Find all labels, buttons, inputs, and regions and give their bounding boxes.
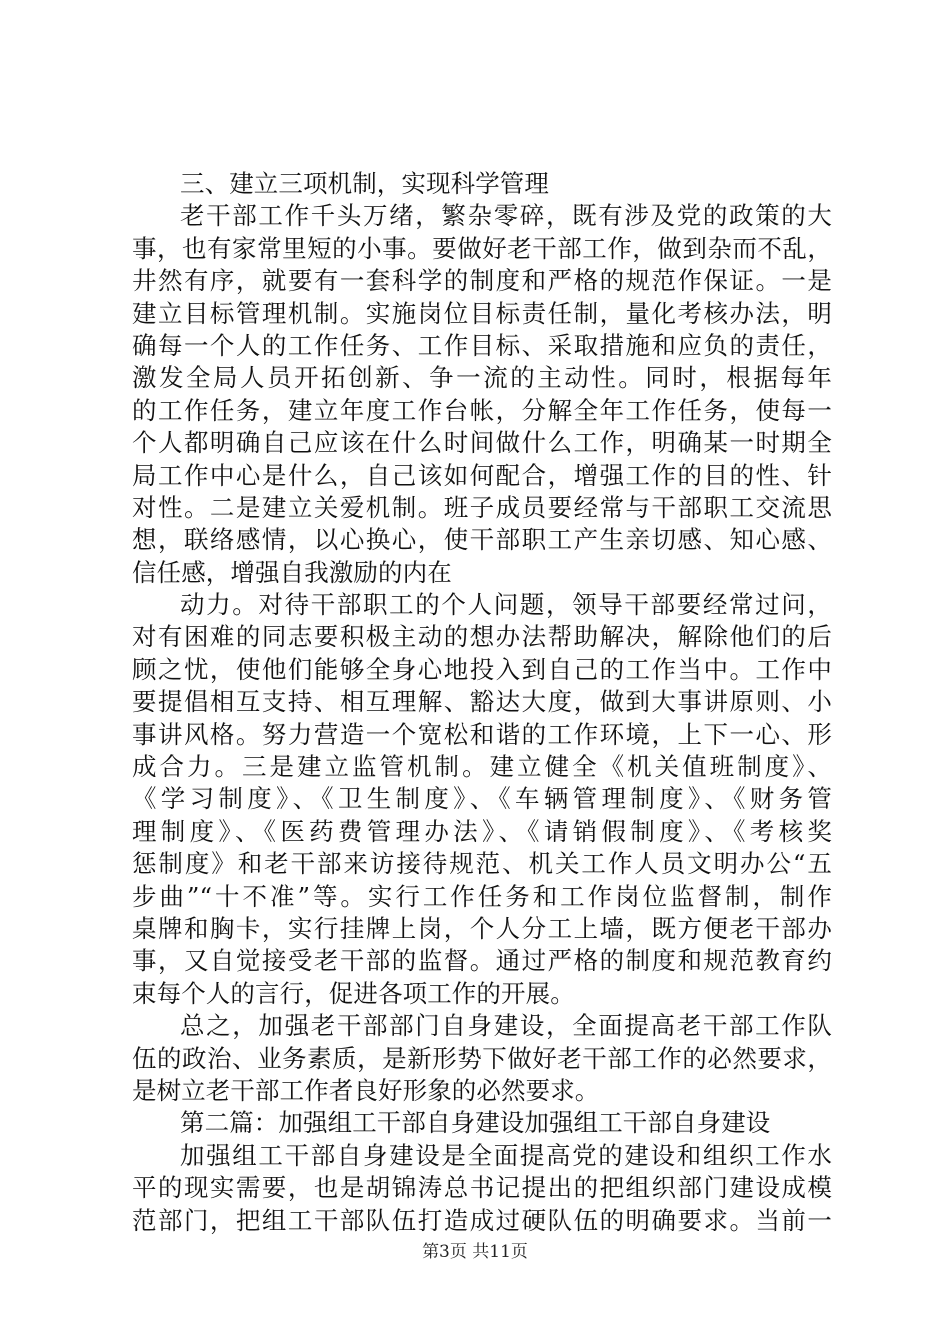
text-line: 激发全局人员开拓创新、争一流的主动性。同时，根据每年 bbox=[132, 363, 832, 393]
text-line: 惩制度》和老干部来访接待规范、机关工作人员文明办公“五 bbox=[132, 849, 832, 879]
text-line: 顾之忧，使他们能够全身心地投入到自己的工作当中。工作中 bbox=[132, 654, 832, 684]
text-line: 信任感，增强自我激励的内在 bbox=[132, 557, 452, 587]
text-line: 桌牌和胸卡，实行挂牌上岗，个人分工上墙，既方便老干部办 bbox=[132, 913, 832, 943]
text-line: 理制度》、《医药费管理办法》、《请销假制度》、《考核奖 bbox=[132, 816, 832, 846]
section-heading: 三、建立三项机制，实现科学管理 bbox=[180, 169, 549, 198]
text-line: 动力。对待干部职工的个人问题，领导干部要经常过问， bbox=[180, 590, 832, 620]
text-line: 确每一个人的工作任务、工作目标、采取措施和应负的责任， bbox=[132, 330, 832, 360]
text-line: 事，也有家常里短的小事。要做好老干部工作，做到杂而不乱， bbox=[132, 233, 832, 263]
text-line: 步曲”“十不准”等。实行工作任务和工作岗位监督制，制作 bbox=[132, 881, 832, 911]
text-line: 建立目标管理机制。实施岗位目标责任制，量化考核办法，明 bbox=[132, 298, 832, 328]
text-line: 想，联络感情，以心换心，使干部职工产生亲切感、知心感、 bbox=[132, 525, 832, 555]
chapter-heading: 第二篇：加强组工干部自身建设加强组工干部自身建设 bbox=[180, 1108, 771, 1138]
text-line: 事，又自觉接受老干部的监督。通过严格的制度和规范教育约 bbox=[132, 946, 832, 976]
text-line: 要提倡相互支持、相互理解、豁达大度，做到大事讲原则、小 bbox=[132, 687, 832, 717]
page-footer: 第3页 共11页 bbox=[422, 1242, 528, 1262]
text-line: 对性。二是建立关爱机制。班子成员要经常与干部职工交流思 bbox=[132, 492, 832, 522]
text-line: 对有困难的同志要积极主动的想办法帮助解决，解除他们的后 bbox=[132, 622, 832, 652]
text-line: 《学习制度》、《卫生制度》、《车辆管理制度》、《财务管 bbox=[132, 784, 832, 814]
text-line: 总之，加强老干部部门自身建设，全面提高老干部工作队 bbox=[180, 1011, 832, 1041]
text-line: 事讲风格。努力营造一个宽松和谐的工作环境，上下一心、形 bbox=[132, 719, 832, 749]
text-line: 加强组工干部自身建设是全面提高党的建设和组织工作水 bbox=[180, 1140, 832, 1170]
text-line: 个人都明确自己应该在什么时间做什么工作，明确某一时期全 bbox=[132, 428, 832, 458]
document-body bbox=[132, 168, 832, 1237]
text-line: 平的现实需要，也是胡锦涛总书记提出的把组织部门建设成模 bbox=[132, 1173, 832, 1203]
text-line: 束每个人的言行，促进各项工作的开展。 bbox=[132, 978, 575, 1008]
text-line: 伍的政治、业务素质，是新形势下做好老干部工作的必然要求， bbox=[132, 1043, 832, 1073]
text-line: 老干部工作千头万绪，繁杂零碎，既有涉及党的政策的大 bbox=[180, 201, 832, 231]
text-line: 成合力。三是建立监管机制。建立健全《机关值班制度》、 bbox=[132, 752, 832, 782]
text-line: 范部门，把组工干部队伍打造成过硬队伍的明确要求。当前一 bbox=[132, 1205, 832, 1235]
text-line: 的工作任务，建立年度工作台帐，分解全年工作任务，使每一 bbox=[132, 395, 832, 425]
text-line: 是树立老干部工作者良好形象的必然要求。 bbox=[132, 1075, 600, 1105]
text-line: 局工作中心是什么，自己该如何配合，增强工作的目的性、针 bbox=[132, 460, 832, 490]
text-line: 井然有序，就要有一套科学的制度和严格的规范作保证。一是 bbox=[132, 266, 832, 296]
